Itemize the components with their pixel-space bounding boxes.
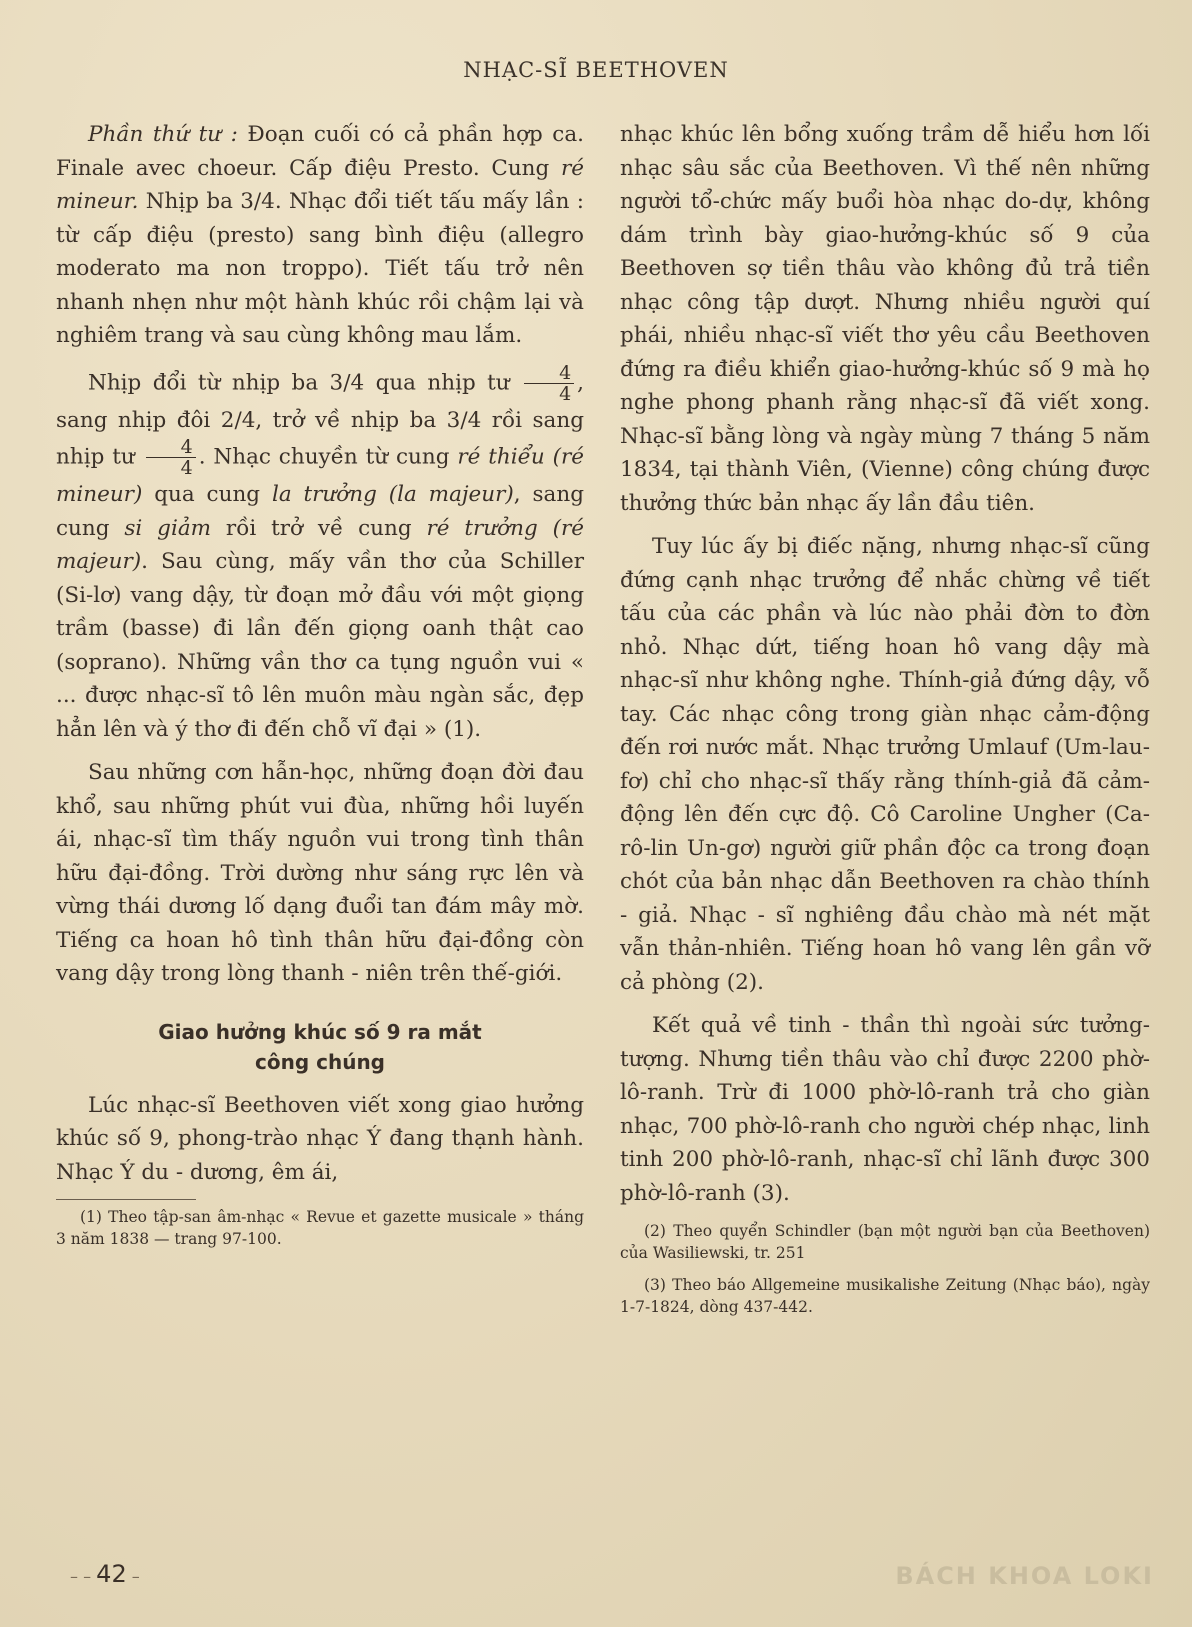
page-number-value: 42 bbox=[96, 1560, 127, 1588]
fraction-numerator: 4 bbox=[524, 363, 574, 384]
footnote: (3) Theo báo Allgemeine musikalishe Zeitung (Nhạc báo), ngày 1-7-1824, dòng 437-442. bbox=[620, 1276, 1150, 1316]
footnotes bbox=[56, 1199, 584, 1250]
paragraph: nhạc khúc lên bổng xuống trầm dễ hiểu hơn lối nhạc sâu sắc của Beethoven. Vì thế nên những người tổ-chức mấy buổi hòa nhạc do-dự, không dám trình bày giao-hưởng-khúc số 9 của Beethoven sợ tiền thâu vào không đủ trả tiền nhạc công tập dượt. Nhưng nhiều người quí phái, nhiều nhạc-sĩ viết thơ yêu cầu Beethoven đứng ra điều khiển giao-hưởng-khúc số 9 mà họ nghe phong phanh rằng nhạc-sĩ đã viết xong. Nhạc-sĩ bằng lòng và ngày mùng 7 tháng 5 năm 1834, tại thành Viên, (Vienne) công chúng được thưởng thức bản nhạc ấy lần đầu tiên. bbox=[620, 122, 1150, 516]
paragraph bbox=[56, 118, 584, 353]
paragraph: Sau những cơn hẫn-học, những đoạn đời đau khổ, sau những phút vui đùa, những hồi luyến ái, nhạc-sĩ tìm thấy nguồn vui trong tình thân hữu đại-đồng. Trời dường như sáng rực lên và vừng thái dương lố dạng đuổi tan đám mây mờ. Tiếng ca hoan hô tình thân hữu đại-đồng còn vang dậy trong lòng thanh - niên trên thế-giới. bbox=[56, 760, 584, 986]
emphasis-text: ré mineur. bbox=[56, 155, 584, 214]
paragraph: Tuy lúc ấy bị điếc nặng, nhưng nhạc-sĩ cũng đứng cạnh nhạc trưởng để nhắc chừng về tiết tấu của các phần và lúc nào phải đờn to đờn nhỏ. Nhạc dứt, tiếng hoan hô vang dậy mà nhạc-sĩ như không nghe. Thính-giả đứng dậy, vỗ tay. Các nhạc công trong giàn nhạc cảm-động đến rơi nước mắt. Nhạc trưởng Umlauf (Um-lau-fơ) chỉ cho nhạc-sĩ thấy rằng thính-giả đã cảm-động lên đến cực độ. Cô Caroline Ungher (Ca-rô-lin Un-gơ) người giữ phần độc ca trong đoạn chót của bản nhạc dẫn Beethoven ra chào thính - giả. Nhạc - sĩ nghiêng đầu chào mà nét mặt vẫn thản-nhiên. Tiếng hoan hô vang lên gần vỡ cả phòng (2). bbox=[620, 534, 1150, 995]
footnotes bbox=[620, 1220, 1150, 1318]
footnote: (1) Theo tập-san âm-nhạc « Revue et gazette musicale » tháng 3 năm 1838 — trang 97-100. bbox=[56, 1208, 584, 1248]
emphasis-text: la trưởng (la majeur) bbox=[271, 482, 514, 507]
right-column bbox=[620, 118, 1150, 1318]
text-run: . Nhạc chuyền từ cung bbox=[198, 444, 458, 470]
text-run: Đoạn cuối có cả phần hợp ca. Finale avec choeur. Cấp điệu Presto. Cung bbox=[56, 122, 584, 181]
running-header: NHẠC-SĨ BEETHOVEN bbox=[463, 58, 729, 82]
fraction bbox=[524, 363, 574, 404]
fraction-numerator: 4 bbox=[146, 437, 196, 458]
section-heading-line: công chúng bbox=[255, 1049, 385, 1074]
footnote: (2) Theo quyển Schindler (bạn một người bạn của Beethoven) của Wasiliewski, tr. 251 bbox=[620, 1222, 1150, 1262]
emphasis-text: ré trưởng (ré majeur) bbox=[56, 515, 584, 574]
text-run: , sang nhịp đôi 2/4, trở về nhịp ba 3/4 rồi sang nhịp tư bbox=[56, 370, 584, 470]
text-run: qua cung bbox=[142, 482, 272, 507]
text-run: Nhịp ba 3/4. Nhạc đổi tiết tấu mấy lần : từ cấp điệu (presto) sang bình điệu (allegro moderato ma non troppo). Tiết tấu trở nên nhanh nhẹn như một hành khúc rồi chậm lại và nghiêm trang và sau cùng không mau lắm. bbox=[56, 189, 584, 348]
page-number bbox=[70, 1560, 140, 1588]
page-number-ornament: – – bbox=[70, 1567, 97, 1586]
section-heading-line: Giao hưởng khúc số 9 ra mắt bbox=[158, 1019, 482, 1044]
emphasis-text: si giảm bbox=[124, 515, 212, 541]
fraction-denominator: 4 bbox=[180, 457, 193, 479]
fraction-denominator: 4 bbox=[559, 382, 572, 405]
emphasis-text: ré thiểu (ré mineur) bbox=[56, 444, 584, 507]
emphasis-text: Phần thứ tư : bbox=[88, 122, 238, 147]
paragraph: Lúc nhạc-sĩ Beethoven viết xong giao hưởng khúc số 9, phong-trào nhạc Ý đang thạnh hành. Nhạc Ý du - dương, êm ái, bbox=[56, 1092, 584, 1185]
fraction bbox=[146, 437, 196, 478]
text-run: Nhịp đổi từ nhịp ba 3/4 qua nhịp tư bbox=[88, 370, 522, 395]
left-column bbox=[56, 118, 584, 1250]
section-heading bbox=[56, 1017, 584, 1077]
text-run: . Sau cùng, mấy vần thơ của Schiller (Si-lơ) vang dậy, từ đoạn mở đầu với một giọng trầm (basse) đi lần đến giọng oanh thật cao (soprano). Những vần thơ ca tụng nguồn vui « ... được nhạc-sĩ tô lên muôn màu ngàn sắc, đẹp hẳn lên và ý thơ đi đến chỗ vĩ đại » (1). bbox=[56, 549, 584, 742]
journal-name: BÁCH KHOA LOKI bbox=[895, 1562, 1154, 1590]
text-run: rồi trở về cung bbox=[211, 515, 427, 541]
text-run: , sang cung bbox=[56, 482, 584, 541]
footnote-rule bbox=[56, 1199, 196, 1200]
page-number-ornament: – bbox=[126, 1567, 140, 1586]
paragraph: Kết quả về tinh - thần thì ngoài sức tưởng-tượng. Nhưng tiền thâu vào chỉ được 2200 phờ-lô-ranh. Trừ đi 1000 phờ-lô-ranh trả cho giàn nhạc, 700 phờ-lô-ranh cho người chép nhạc, linh tinh 200 phờ-lô-ranh, nhạc-sĩ chỉ lãnh được 300 phờ-lô-ranh (3). bbox=[620, 1013, 1150, 1206]
paragraph bbox=[56, 363, 584, 747]
